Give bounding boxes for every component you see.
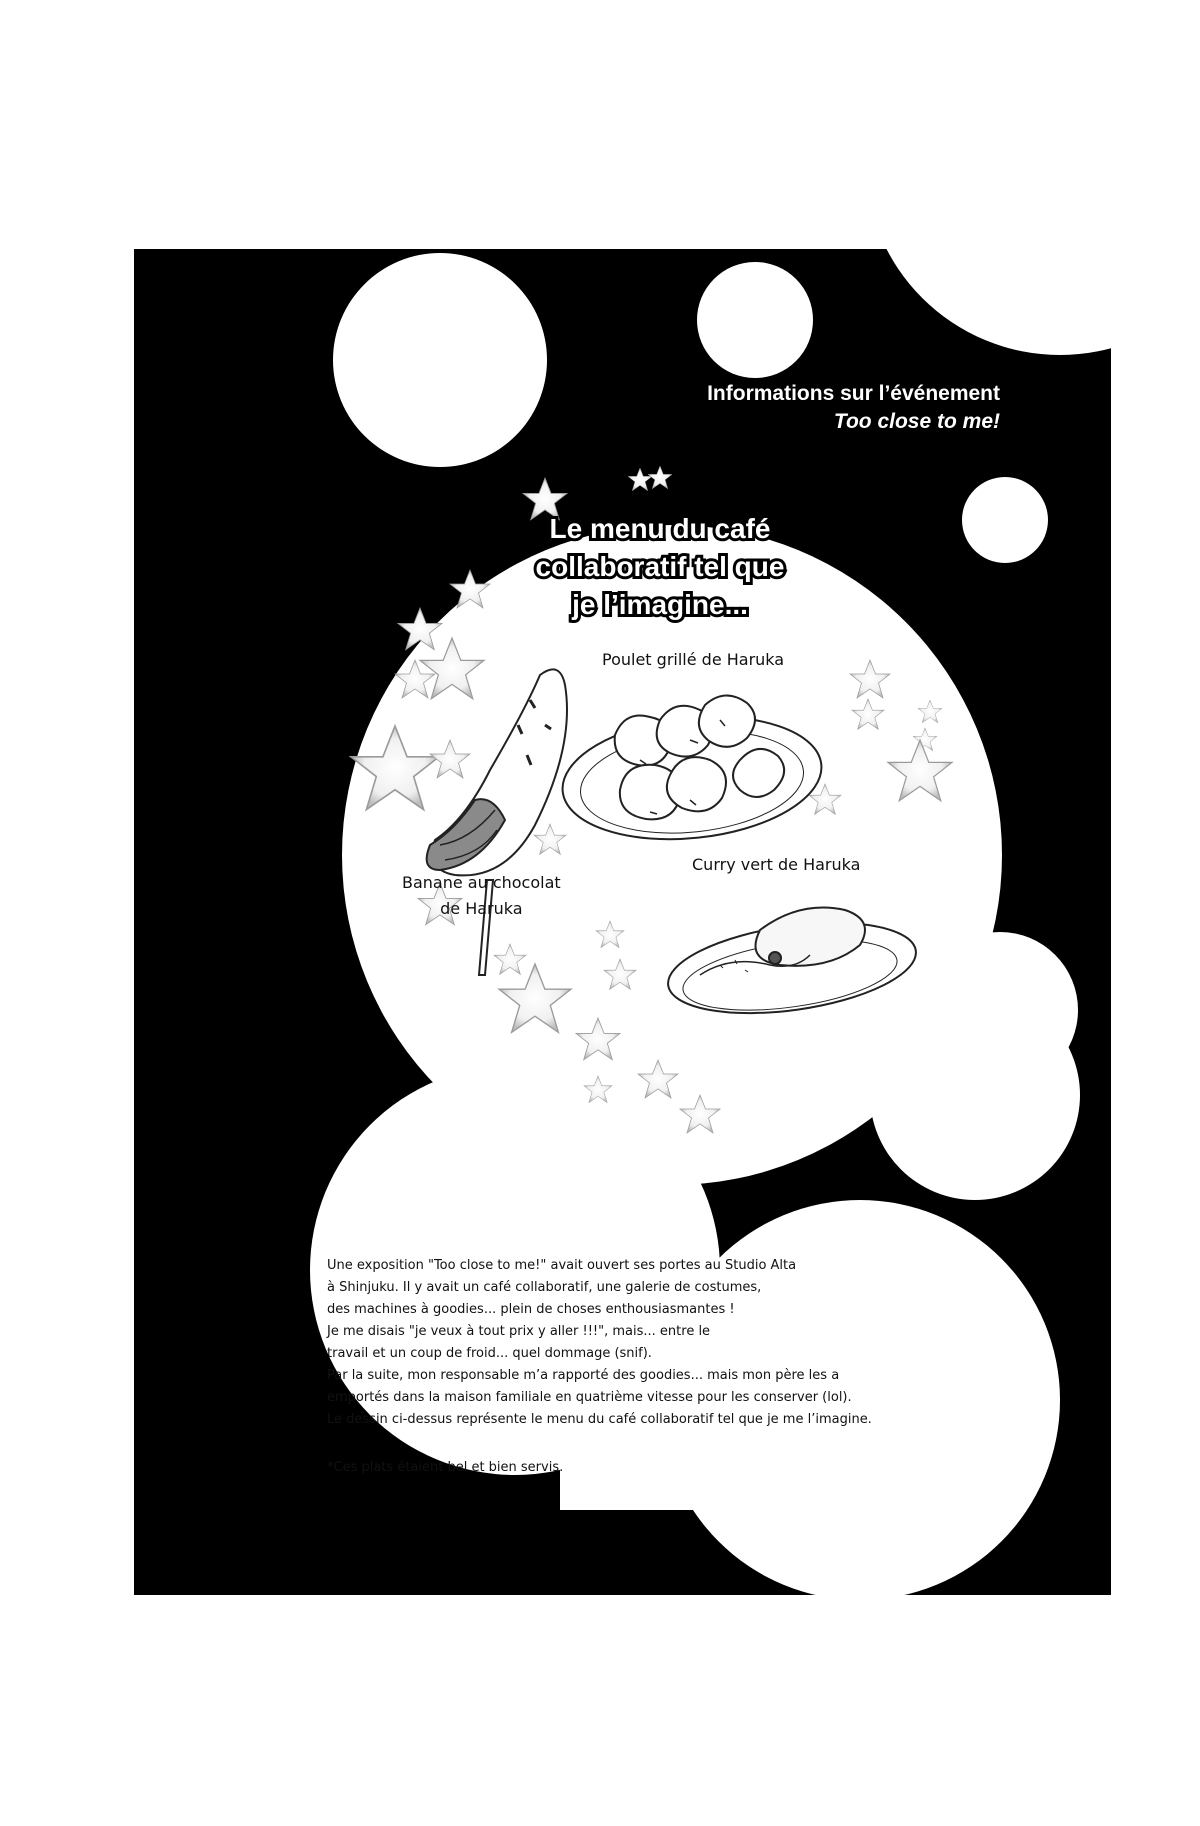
article-line: Par la suite, mon responsable m’a rapporté des goodies... mais mon père les a [327, 1368, 840, 1383]
dish-label-banana [402, 870, 561, 922]
bubble-top-small [697, 262, 813, 378]
bubble-right-small [962, 477, 1048, 563]
article-line: emportés dans la maison familiale en quatrième vitesse pour les conserver (lol). [327, 1390, 852, 1405]
event-info-label: Informations sur l’événement [707, 382, 1000, 405]
dish-label-banana-line: Banane au chocolat [402, 873, 561, 892]
article-text [327, 1255, 967, 1431]
menu-title-line: collaboratif tel que [535, 551, 785, 582]
dish-label-banana-line: de Haruka [440, 899, 523, 918]
menu-title-line: Le menu du café [549, 513, 771, 544]
bubble-top-left [333, 253, 547, 467]
event-info-header [560, 380, 1000, 436]
dish-label-chicken: Poulet grillé de Haruka [602, 650, 785, 669]
menu-title [490, 510, 830, 624]
series-title: Too close to me! [833, 410, 1000, 433]
article-line: Je me disais "je veux à tout prix y aller !!!", mais... entre le [327, 1324, 711, 1339]
article-line: Le dessin ci-dessus représente le menu du café collaboratif tel que je me l’imagine. [327, 1412, 872, 1427]
bubble-right-medium-bottom [870, 990, 1080, 1200]
dish-label-curry: Curry vert de Haruka [692, 855, 861, 874]
article-line: travail et un coup de froid... quel dommage (snif). [327, 1346, 652, 1361]
article-line: Une exposition "Too close to me!" avait ouvert ses portes au Studio Alta [327, 1258, 797, 1273]
menu-title-line: je l’imagine... [572, 589, 748, 620]
article-line: à Shinjuku. Il y avait un café collaboratif, une galerie de costumes, [327, 1280, 762, 1295]
article-line: des machines à goodies... plein de choses enthousiasmantes ! [327, 1302, 735, 1317]
footnote: *Ces plats étaient bel et bien servis. [327, 1460, 564, 1475]
